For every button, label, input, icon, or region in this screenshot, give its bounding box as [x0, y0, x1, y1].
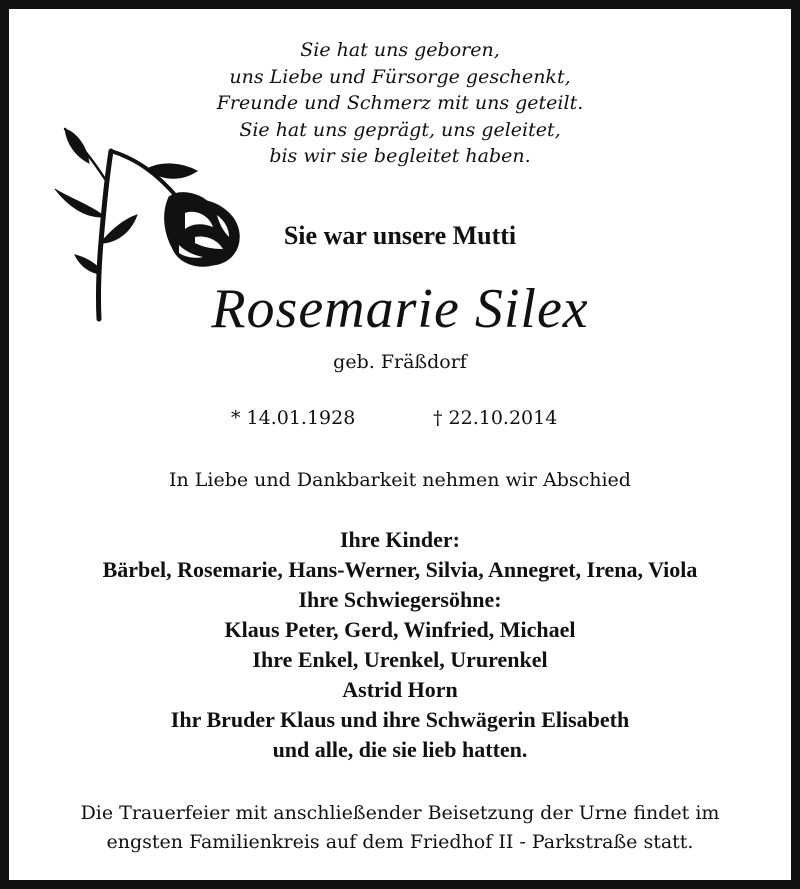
mourners-line-7: Ihr Bruder Klaus und ihre Schwägerin Elisabeth	[170, 707, 630, 732]
death-date: † 22.10.2014	[433, 407, 558, 429]
poem-line-3: Freunde und Schmerz mit uns geteilt.	[216, 92, 584, 114]
funeral-note-line-2: engsten Familienkreis auf dem Friedhof II - Parkstraße statt.	[106, 831, 694, 853]
mourners-line-5: Ihre Enkel, Urenkel, Ururenkel	[252, 647, 548, 672]
farewell-text: In Liebe und Dankbarkeit nehmen wir Abschied	[169, 469, 631, 491]
maiden-name: geb. Fräßdorf	[333, 351, 467, 373]
deceased-name: Rosemarie Silex	[211, 278, 589, 340]
birth-date: * 14.01.1928	[231, 407, 356, 429]
mourners-line-2: Bärbel, Rosemarie, Hans-Werner, Silvia, Annegret, Irena, Viola	[102, 557, 698, 582]
poem-line-5: bis wir sie begleitet haben.	[269, 145, 531, 167]
poem-line-1: Sie hat uns geboren,	[300, 39, 500, 61]
mourners-line-8: und alle, die sie lieb hatten.	[272, 737, 528, 762]
poem-line-4: Sie hat uns geprägt, uns geleitet,	[239, 118, 561, 141]
mourners-line-6: Astrid Horn	[342, 677, 458, 702]
mourners-line-4: Klaus Peter, Gerd, Winfried, Michael	[224, 617, 576, 642]
funeral-note-line-1: Die Trauerfeier mit anschließender Beisetzung der Urne findet im	[80, 802, 720, 824]
mourners-line-1: Ihre Kinder:	[340, 527, 460, 552]
poem-line-2: uns Liebe und Fürsorge geschenkt,	[229, 65, 571, 88]
intro-heading: Sie war unsere Mutti	[283, 221, 517, 250]
mourners-line-3: Ihre Schwiegersöhne:	[298, 587, 502, 612]
